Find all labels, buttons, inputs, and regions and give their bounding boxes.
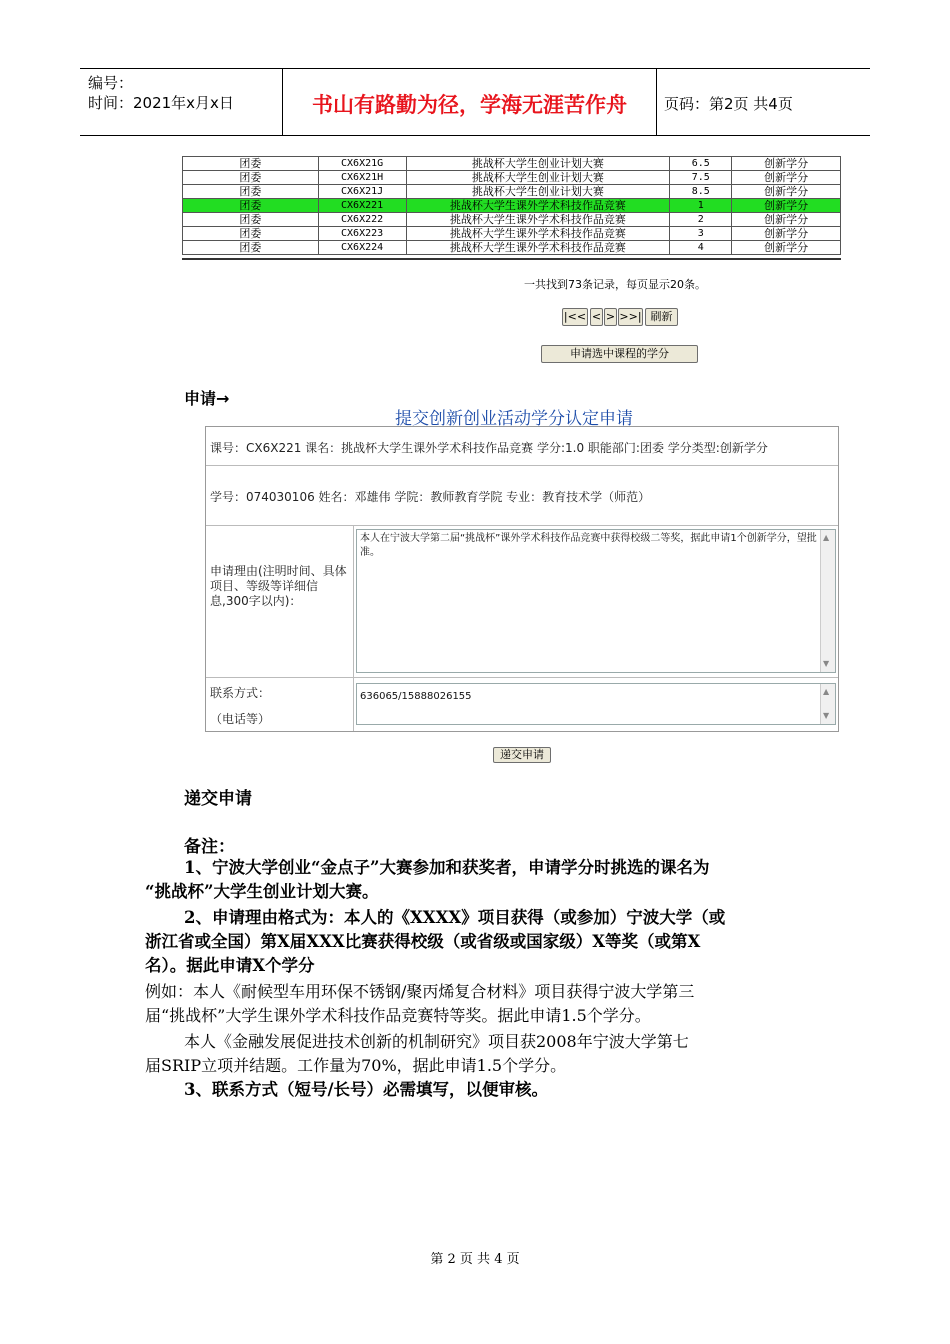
table-bottom-border [182, 258, 841, 260]
reason-value: 本人在宁波大学第二届“挑战杯”课外学术科技作品竞赛中获得校级二等奖，据此申请1个创新学分，望批准。 [360, 533, 817, 558]
page-footer: 第 2 页 共 4 页 [430, 1252, 520, 1267]
table-row[interactable] [183, 185, 841, 199]
number-label: 编号： [88, 74, 134, 92]
last-page-button[interactable]: >>| [618, 308, 643, 326]
course-name-cell: 挑战杯大学生创业计划大赛 [406, 171, 670, 185]
credit-cell: 2 [670, 213, 732, 227]
next-page-button[interactable]: > [604, 308, 617, 326]
credit-type-cell: 创新学分 [732, 227, 841, 241]
header-divider [656, 69, 657, 135]
reason-scrollbar[interactable] [820, 530, 835, 672]
table-row[interactable] [183, 241, 841, 255]
credit-cell: 3 [670, 227, 732, 241]
course-name-cell: 挑战杯大学生创业计划大赛 [406, 185, 670, 199]
course-name-cell: 挑战杯大学生课外学术科技作品竞赛 [406, 241, 670, 255]
code-cell: CX6X21G [318, 157, 406, 171]
dept-cell: 团委 [183, 213, 319, 227]
reason-label: 申请理由(注明时间、具体项目、等级等详细信息,300字以内)： [210, 564, 347, 608]
contact-input[interactable] [356, 683, 836, 725]
dept-cell: 团委 [183, 199, 319, 213]
contact-label: 联系方式： [210, 686, 271, 700]
code-cell: CX6X221 [318, 199, 406, 213]
dept-cell: 团委 [183, 185, 319, 199]
table-row[interactable] [183, 213, 841, 227]
page-header [80, 68, 870, 136]
contact-scrollbar[interactable] [820, 684, 835, 724]
example-1-line-1: 例如：本人《耐候型车用环保不锈钢/聚丙烯复合材料》项目获得宁波大学第三 [145, 982, 695, 1001]
credit-cell: 4 [670, 241, 732, 255]
row-divider [353, 526, 354, 677]
course-info: 课号：CX6X221 课名：挑战杯大学生课外学术科技作品竞赛 学分:1.0 职能部门:团委 学分类型:创新学分 [210, 441, 768, 455]
table-row[interactable] [183, 171, 841, 185]
contact-row [206, 678, 838, 731]
note-2-line-3: 名）。据此申请X个学分 [145, 956, 315, 975]
table-row[interactable] [183, 157, 841, 171]
dept-cell: 团委 [183, 171, 319, 185]
note-1-line-2: “挑战杯”大学生创业计划大赛。 [145, 882, 379, 901]
student-info: 学号：074030106 姓名：邓雄伟 学院：教师教育学院 专业：教育技术学（师范） [210, 490, 651, 504]
course-info-row [206, 427, 838, 466]
example-2-line-2: 届SRIP立项并结题。工作量为70%，据此申请1.5个学分。 [145, 1056, 567, 1075]
application-form [205, 426, 839, 732]
credit-cell: 7.5 [670, 171, 732, 185]
dept-cell: 团委 [183, 241, 319, 255]
note-2-line-1: 2、申请理由格式为：本人的《XXXX》项目获得（或参加）宁波大学（或 [184, 908, 726, 927]
credit-type-cell: 创新学分 [732, 185, 841, 199]
example-2-line-1: 本人《金融发展促进技术创新的机制研究》项目获2008年宁波大学第七 [184, 1032, 689, 1051]
scroll-up-icon[interactable]: ▲ [823, 687, 830, 696]
note-3: 3、联系方式（短号/长号）必需填写，以便审核。 [184, 1080, 549, 1099]
prev-page-button[interactable]: < [590, 308, 603, 326]
code-cell: CX6X222 [318, 213, 406, 227]
code-cell: CX6X224 [318, 241, 406, 255]
course-name-cell: 挑战杯大学生课外学术科技作品竞赛 [406, 227, 670, 241]
contact-value: 636065/15888026155 [360, 691, 472, 702]
header-page-label: 页码：第2页 共4页 [664, 95, 793, 113]
apply-selected-button[interactable]: 申请选中课程的学分 [541, 345, 698, 363]
notes-heading: 备注： [184, 837, 235, 857]
course-name-cell: 挑战杯大学生课外学术科技作品竞赛 [406, 213, 670, 227]
dept-cell: 团委 [183, 157, 319, 171]
code-cell: CX6X21H [318, 171, 406, 185]
note-1-line-1: 1、宁波大学创业“金点子”大赛参加和获奖者，申请学分时挑选的课名为 [184, 858, 710, 877]
credit-type-cell: 创新学分 [732, 241, 841, 255]
submit-button[interactable]: 递交申请 [493, 747, 551, 763]
credit-type-cell: 创新学分 [732, 213, 841, 227]
header-motto: 书山有路勤为径，学海无涯苦作舟 [312, 93, 627, 117]
scroll-down-icon[interactable]: ▼ [823, 659, 830, 668]
code-cell: CX6X21J [318, 185, 406, 199]
time-label: 时间：2021年x月x日 [88, 94, 234, 112]
student-info-row [206, 466, 838, 526]
first-page-button[interactable]: |<< [562, 308, 588, 326]
code-cell: CX6X223 [318, 227, 406, 241]
credit-type-cell: 创新学分 [732, 157, 841, 171]
reason-row [206, 526, 838, 678]
course-name-cell: 挑战杯大学生创业计划大赛 [406, 157, 670, 171]
course-name-cell: 挑战杯大学生课外学术科技作品竞赛 [406, 199, 670, 213]
credit-type-cell: 创新学分 [732, 199, 841, 213]
credit-cell: 1 [670, 199, 732, 213]
credit-cell: 8.5 [670, 185, 732, 199]
reason-textarea[interactable] [356, 529, 836, 673]
credit-type-cell: 创新学分 [732, 171, 841, 185]
row-divider [353, 678, 354, 731]
table-row[interactable] [183, 227, 841, 241]
apply-label: 申请→ [184, 389, 230, 408]
scroll-up-icon[interactable]: ▲ [823, 533, 830, 542]
record-summary: 一共找到73条记录，每页显示20条。 [524, 278, 706, 291]
form-title: 提交创新创业活动学分认定申请 [395, 409, 633, 429]
submit-caption: 递交申请 [184, 789, 252, 809]
example-1-line-2: 届“挑战杯”大学生课外学术科技作品竞赛特等奖。据此申请1.5个学分。 [145, 1006, 651, 1025]
header-meta [88, 73, 234, 113]
refresh-button[interactable]: 刷新 [645, 308, 678, 326]
course-table [182, 156, 841, 255]
credit-cell: 6.5 [670, 157, 732, 171]
scroll-down-icon[interactable]: ▼ [823, 711, 830, 720]
table-row[interactable] [183, 199, 841, 213]
contact-hint: （电话等） [210, 712, 271, 726]
dept-cell: 团委 [183, 227, 319, 241]
note-2-line-2: 浙江省或全国）第X届XXX比赛获得校级（或省级或国家级）X等奖（或第X [145, 932, 701, 951]
